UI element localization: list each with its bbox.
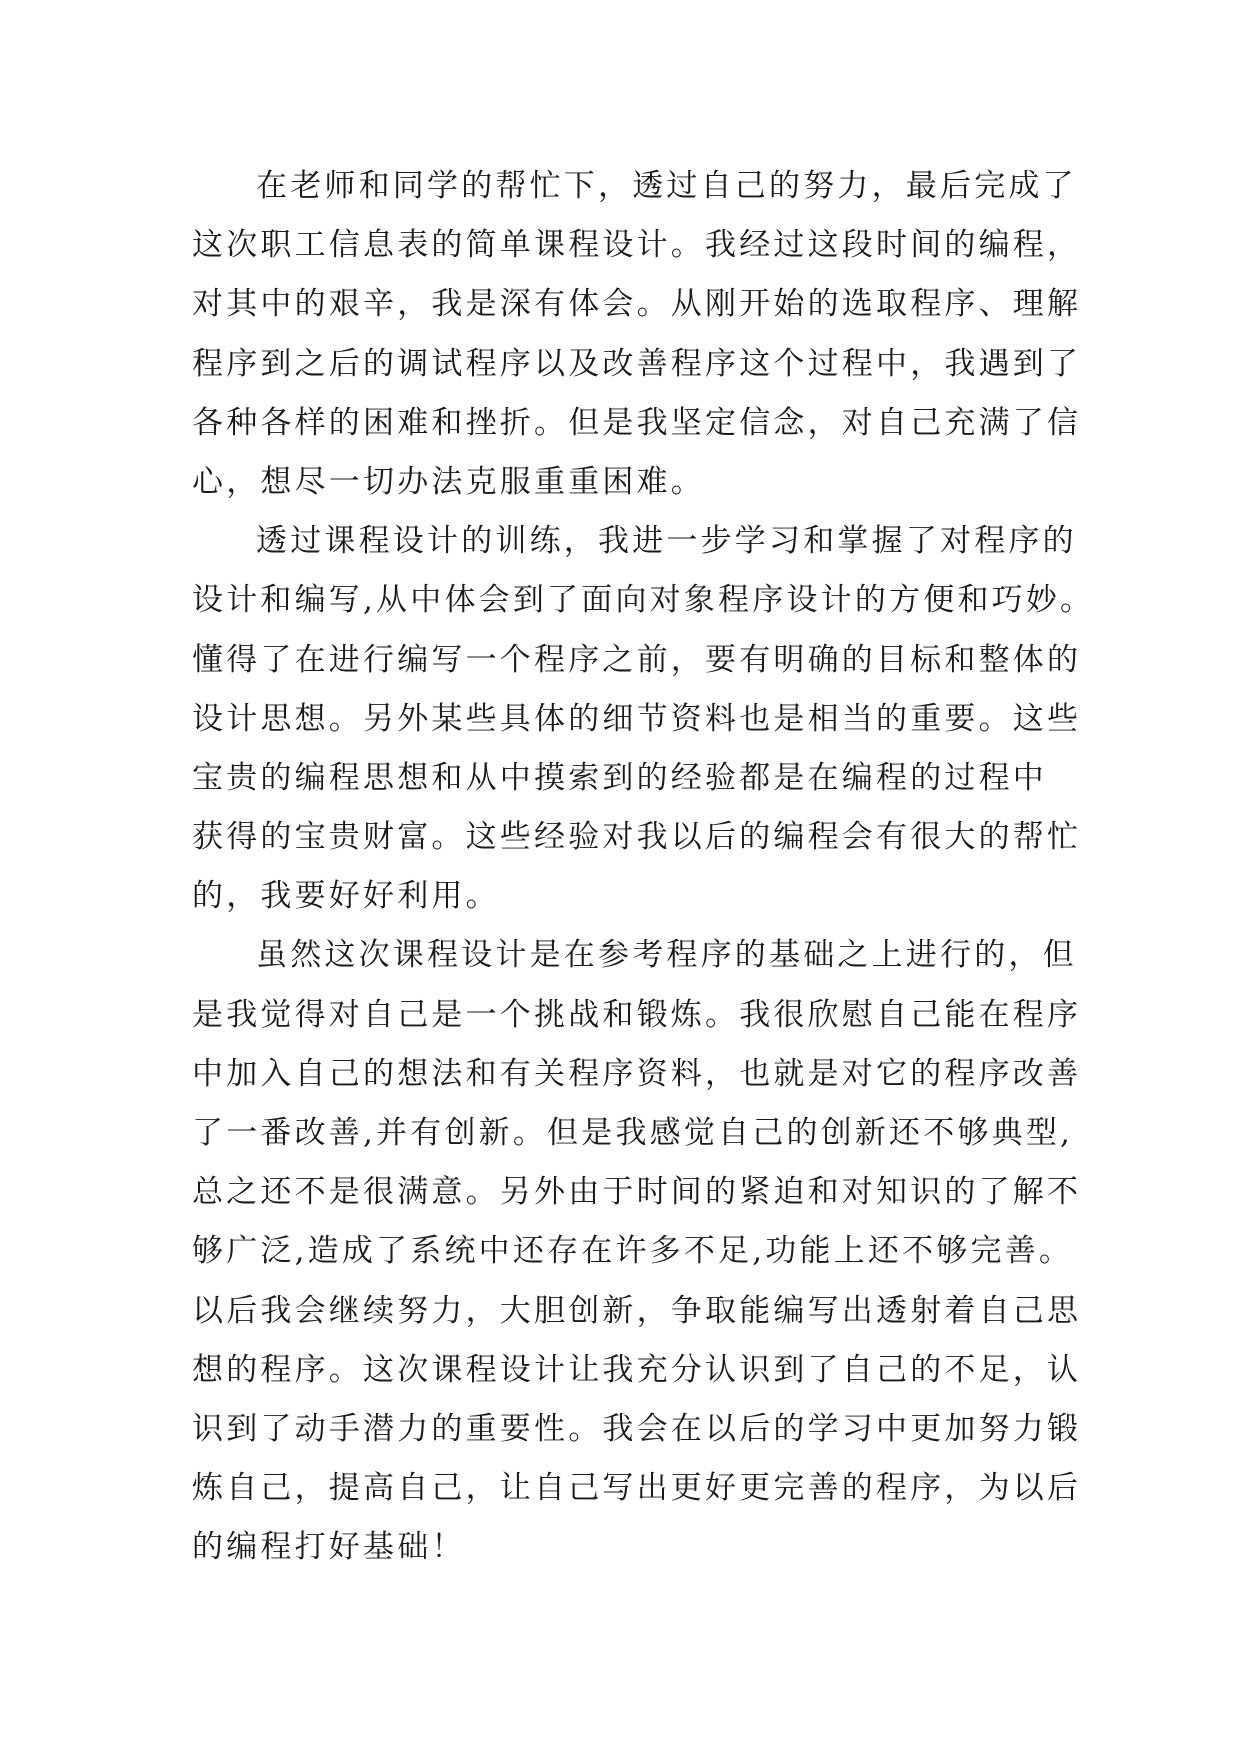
text-line: 总之还不是很满意。另外由于时间的紧迫和对知识的了解不 [192, 1174, 1082, 1211]
text-line: 各种各样的困难和挫折。但是我坚定信念，对自己充满了信 [192, 404, 1082, 441]
text-line: 懂得了在进行编写一个程序之前，要有明确的目标和整体的 [192, 641, 1082, 678]
text-line: 程序到之后的调试程序以及改善程序这个过程中，我遇到了 [192, 345, 1082, 382]
text-line: 想的程序。这次课程设计让我充分认识到了自己的不足，认 [192, 1351, 1082, 1388]
document-body [192, 157, 1095, 1578]
text-line: 了一番改善,并有创新。但是我感觉自己的创新还不够典型, [192, 1115, 1074, 1151]
text-line: 够广泛,造成了系统中还存在许多不足,功能上还不够完善。 [192, 1233, 1074, 1270]
text-line: 中加入自己的想法和有关程序资料，也就是对它的程序改善 [192, 1055, 1082, 1092]
text-line: 这次职工信息表的简单课程设计。我经过这段时间的编程， [192, 227, 1082, 264]
text-line: 对其中的艰辛，我是深有体会。从刚开始的选取程序、理解 [192, 286, 1082, 323]
paragraph-2 [192, 512, 1095, 926]
text-line: 透过课程设计的训练，我进一步学习和掌握了对程序的 [256, 523, 1077, 560]
text-line: 获得的宝贵财富。这些经验对我以后的编程会有很大的帮忙 [192, 819, 1082, 856]
text-line: 识到了动手潜力的重要性。我会在以后的学习中更加努力锻 [192, 1410, 1082, 1447]
text-line: 以后我会继续努力，大胆创新，争取能编写出透射着自己思 [192, 1292, 1082, 1329]
paragraph-3 [192, 926, 1082, 1577]
text-line: 宝贵的编程思想和从中摸索到的经验都是在编程的过程中 [192, 759, 1047, 796]
text-line: 设计和编写,从中体会到了面向对象程序设计的方便和巧妙。 [192, 582, 1095, 619]
text-line: 在老师和同学的帮忙下，透过自己的努力，最后完成了 [256, 168, 1077, 204]
text-line: 心，想尽一切办法克服重重困难。 [192, 463, 705, 500]
text-line: 炼自己，提高自己，让自己写出更好更完善的程序，为以后 [192, 1470, 1082, 1507]
text-line: 虽然这次课程设计是在参考程序的基础之上进行的，但 [256, 937, 1077, 974]
text-line: 的编程打好基础！ [192, 1529, 466, 1566]
text-line: 的，我要好好利用。 [192, 878, 500, 915]
text-line: 设计思想。另外某些具体的细节资料也是相当的重要。这些 [192, 700, 1082, 737]
text-line: 是我觉得对自己是一个挑战和锻炼。我很欣慰自己能在程序 [192, 996, 1082, 1033]
paragraph-1 [192, 157, 1082, 512]
